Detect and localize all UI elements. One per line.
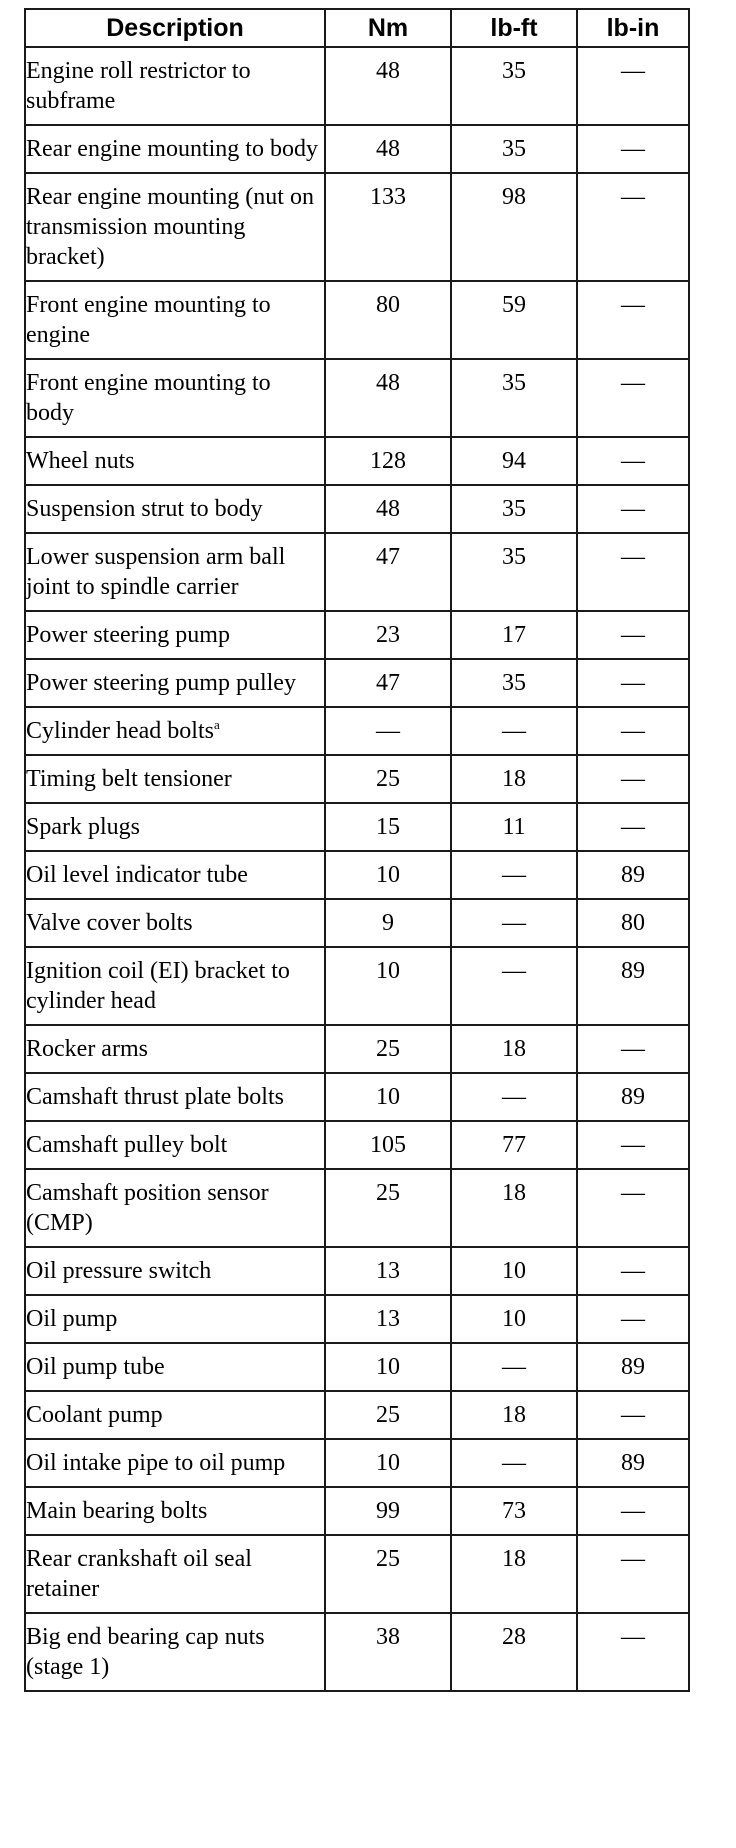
cell-lb-in: — xyxy=(577,611,689,659)
cell-description xyxy=(25,359,325,437)
cell-description xyxy=(25,707,325,755)
cell-lb-ft: 73 xyxy=(451,1487,577,1535)
cell-nm: 38 xyxy=(325,1613,451,1691)
cell-lb-ft: — xyxy=(451,899,577,947)
description-text: Spark plugs xyxy=(26,814,140,840)
cell-lb-in: — xyxy=(577,659,689,707)
cell-description xyxy=(25,851,325,899)
header-lb-in: lb-in xyxy=(577,9,689,47)
cell-lb-in: 89 xyxy=(577,1343,689,1391)
cell-description xyxy=(25,281,325,359)
cell-nm: 133 xyxy=(325,173,451,281)
description-text: Front engine mounting to body xyxy=(26,370,271,426)
cell-nm: 25 xyxy=(325,755,451,803)
cell-nm: 48 xyxy=(325,485,451,533)
table-header-row xyxy=(25,9,689,47)
table-row xyxy=(25,659,689,707)
cell-lb-in: — xyxy=(577,1121,689,1169)
cell-nm: 48 xyxy=(325,125,451,173)
cell-description xyxy=(25,485,325,533)
header-nm: Nm xyxy=(325,9,451,47)
table-body xyxy=(25,47,689,1691)
cell-lb-in: 80 xyxy=(577,899,689,947)
description-text: Wheel nuts xyxy=(26,448,135,474)
description-text: Ignition coil (EI) bracket to cylinder head xyxy=(26,958,290,1014)
cell-lb-ft: 18 xyxy=(451,1169,577,1247)
cell-nm: 25 xyxy=(325,1535,451,1613)
header-lb-ft: lb-ft xyxy=(451,9,577,47)
cell-lb-ft: 59 xyxy=(451,281,577,359)
cell-nm: 48 xyxy=(325,359,451,437)
cell-description xyxy=(25,1295,325,1343)
cell-lb-ft: 35 xyxy=(451,125,577,173)
table-row xyxy=(25,1247,689,1295)
description-text: Camshaft thrust plate bolts xyxy=(26,1084,284,1110)
cell-lb-ft: 11 xyxy=(451,803,577,851)
description-text: Engine roll restrictor to subframe xyxy=(26,58,251,114)
cell-nm: 25 xyxy=(325,1391,451,1439)
cell-nm: 47 xyxy=(325,533,451,611)
cell-lb-ft: 18 xyxy=(451,1025,577,1073)
table-row xyxy=(25,707,689,755)
cell-lb-in: 89 xyxy=(577,947,689,1025)
description-text: Power steering pump xyxy=(26,622,230,648)
cell-lb-in: — xyxy=(577,47,689,125)
header-description: Description xyxy=(25,9,325,47)
cell-lb-in: — xyxy=(577,1613,689,1691)
cell-lb-in: 89 xyxy=(577,1073,689,1121)
description-text: Cylinder head bolts xyxy=(26,718,214,744)
description-text: Main bearing bolts xyxy=(26,1498,208,1524)
cell-lb-in: — xyxy=(577,1169,689,1247)
cell-lb-ft: 35 xyxy=(451,659,577,707)
cell-description xyxy=(25,47,325,125)
cell-description xyxy=(25,899,325,947)
table-row xyxy=(25,359,689,437)
cell-lb-ft: 35 xyxy=(451,533,577,611)
table-row xyxy=(25,1487,689,1535)
table-row xyxy=(25,1613,689,1691)
description-text: Camshaft pulley bolt xyxy=(26,1132,228,1158)
description-text: Rocker arms xyxy=(26,1036,148,1062)
description-text: Valve cover bolts xyxy=(26,910,193,936)
cell-lb-ft: 18 xyxy=(451,1391,577,1439)
cell-lb-in: — xyxy=(577,1391,689,1439)
cell-lb-in: — xyxy=(577,173,689,281)
cell-description xyxy=(25,1487,325,1535)
cell-lb-in: — xyxy=(577,1025,689,1073)
table-row xyxy=(25,851,689,899)
cell-lb-ft: 77 xyxy=(451,1121,577,1169)
cell-lb-ft: — xyxy=(451,851,577,899)
description-text: Oil pressure switch xyxy=(26,1258,212,1284)
table-row xyxy=(25,1169,689,1247)
cell-lb-ft: 28 xyxy=(451,1613,577,1691)
footnote-marker: a xyxy=(213,717,220,732)
table-row xyxy=(25,1343,689,1391)
table-row xyxy=(25,1439,689,1487)
cell-nm: 48 xyxy=(325,47,451,125)
cell-description xyxy=(25,1391,325,1439)
cell-lb-in: — xyxy=(577,359,689,437)
table-row xyxy=(25,1121,689,1169)
cell-lb-ft: — xyxy=(451,1073,577,1121)
description-text: Rear engine mounting (nut on transmission mounting bracket) xyxy=(26,184,314,270)
cell-description xyxy=(25,1535,325,1613)
cell-nm: 10 xyxy=(325,1073,451,1121)
table-row xyxy=(25,125,689,173)
description-text: Oil pump xyxy=(26,1306,118,1332)
cell-lb-in: — xyxy=(577,1487,689,1535)
cell-lb-in: 89 xyxy=(577,851,689,899)
cell-description xyxy=(25,1121,325,1169)
cell-description xyxy=(25,611,325,659)
description-text: Front engine mounting to engine xyxy=(26,292,271,348)
table-row xyxy=(25,437,689,485)
cell-lb-ft: 98 xyxy=(451,173,577,281)
cell-description xyxy=(25,533,325,611)
table-row xyxy=(25,611,689,659)
table-row xyxy=(25,1073,689,1121)
cell-nm: 23 xyxy=(325,611,451,659)
cell-lb-in: — xyxy=(577,755,689,803)
description-text: Coolant pump xyxy=(26,1402,163,1428)
cell-lb-in: — xyxy=(577,533,689,611)
cell-lb-ft: 18 xyxy=(451,1535,577,1613)
cell-description xyxy=(25,1613,325,1691)
table-row xyxy=(25,485,689,533)
description-text: Power steering pump pulley xyxy=(26,670,296,696)
cell-description xyxy=(25,1343,325,1391)
cell-nm: 25 xyxy=(325,1025,451,1073)
description-text: Camshaft position sensor (CMP) xyxy=(26,1180,269,1236)
cell-nm: 13 xyxy=(325,1295,451,1343)
cell-description xyxy=(25,1073,325,1121)
cell-lb-ft: 10 xyxy=(451,1247,577,1295)
description-text: Big end bearing cap nuts (stage 1) xyxy=(26,1624,265,1680)
table-row xyxy=(25,173,689,281)
cell-lb-ft: 35 xyxy=(451,485,577,533)
description-text: Suspension strut to body xyxy=(26,496,263,522)
cell-lb-ft: — xyxy=(451,707,577,755)
cell-nm: 10 xyxy=(325,1439,451,1487)
cell-nm: 99 xyxy=(325,1487,451,1535)
cell-lb-in: — xyxy=(577,281,689,359)
cell-nm: 10 xyxy=(325,947,451,1025)
cell-lb-ft: — xyxy=(451,1343,577,1391)
table-row xyxy=(25,755,689,803)
table-row xyxy=(25,47,689,125)
cell-nm: 10 xyxy=(325,1343,451,1391)
cell-nm: 9 xyxy=(325,899,451,947)
cell-description xyxy=(25,1439,325,1487)
table-row xyxy=(25,947,689,1025)
cell-nm: 128 xyxy=(325,437,451,485)
cell-description xyxy=(25,125,325,173)
cell-description xyxy=(25,173,325,281)
table-row xyxy=(25,803,689,851)
cell-lb-in: — xyxy=(577,707,689,755)
cell-lb-ft: — xyxy=(451,947,577,1025)
cell-lb-ft: 10 xyxy=(451,1295,577,1343)
cell-description xyxy=(25,803,325,851)
cell-nm: 10 xyxy=(325,851,451,899)
cell-lb-ft: — xyxy=(451,1439,577,1487)
description-text: Oil intake pipe to oil pump xyxy=(26,1450,286,1476)
description-text: Timing belt tensioner xyxy=(26,766,232,792)
cell-description xyxy=(25,755,325,803)
cell-lb-ft: 94 xyxy=(451,437,577,485)
cell-lb-in: — xyxy=(577,803,689,851)
description-text: Oil pump tube xyxy=(26,1354,165,1380)
torque-spec-table xyxy=(24,8,690,1692)
cell-description xyxy=(25,437,325,485)
cell-nm: 80 xyxy=(325,281,451,359)
cell-lb-in: — xyxy=(577,437,689,485)
cell-description xyxy=(25,1025,325,1073)
cell-lb-in: — xyxy=(577,485,689,533)
cell-lb-in: — xyxy=(577,1295,689,1343)
table-row xyxy=(25,281,689,359)
description-text: Lower suspension arm ball joint to spindle carrier xyxy=(26,544,286,600)
table-row xyxy=(25,1025,689,1073)
table-row xyxy=(25,1535,689,1613)
table-row xyxy=(25,533,689,611)
table-row xyxy=(25,899,689,947)
cell-nm: — xyxy=(325,707,451,755)
description-text: Rear crankshaft oil seal retainer xyxy=(26,1546,252,1602)
cell-lb-in: 89 xyxy=(577,1439,689,1487)
cell-description xyxy=(25,947,325,1025)
cell-description xyxy=(25,1169,325,1247)
description-text: Rear engine mounting to body xyxy=(26,136,318,162)
cell-lb-in: — xyxy=(577,125,689,173)
cell-lb-in: — xyxy=(577,1535,689,1613)
table-row xyxy=(25,1295,689,1343)
cell-lb-ft: 17 xyxy=(451,611,577,659)
cell-description xyxy=(25,1247,325,1295)
cell-lb-ft: 18 xyxy=(451,755,577,803)
cell-nm: 13 xyxy=(325,1247,451,1295)
cell-description xyxy=(25,659,325,707)
cell-lb-in: — xyxy=(577,1247,689,1295)
table-row xyxy=(25,1391,689,1439)
cell-nm: 15 xyxy=(325,803,451,851)
cell-nm: 25 xyxy=(325,1169,451,1247)
cell-nm: 105 xyxy=(325,1121,451,1169)
cell-lb-ft: 35 xyxy=(451,47,577,125)
cell-nm: 47 xyxy=(325,659,451,707)
cell-lb-ft: 35 xyxy=(451,359,577,437)
description-text: Oil level indicator tube xyxy=(26,862,248,888)
